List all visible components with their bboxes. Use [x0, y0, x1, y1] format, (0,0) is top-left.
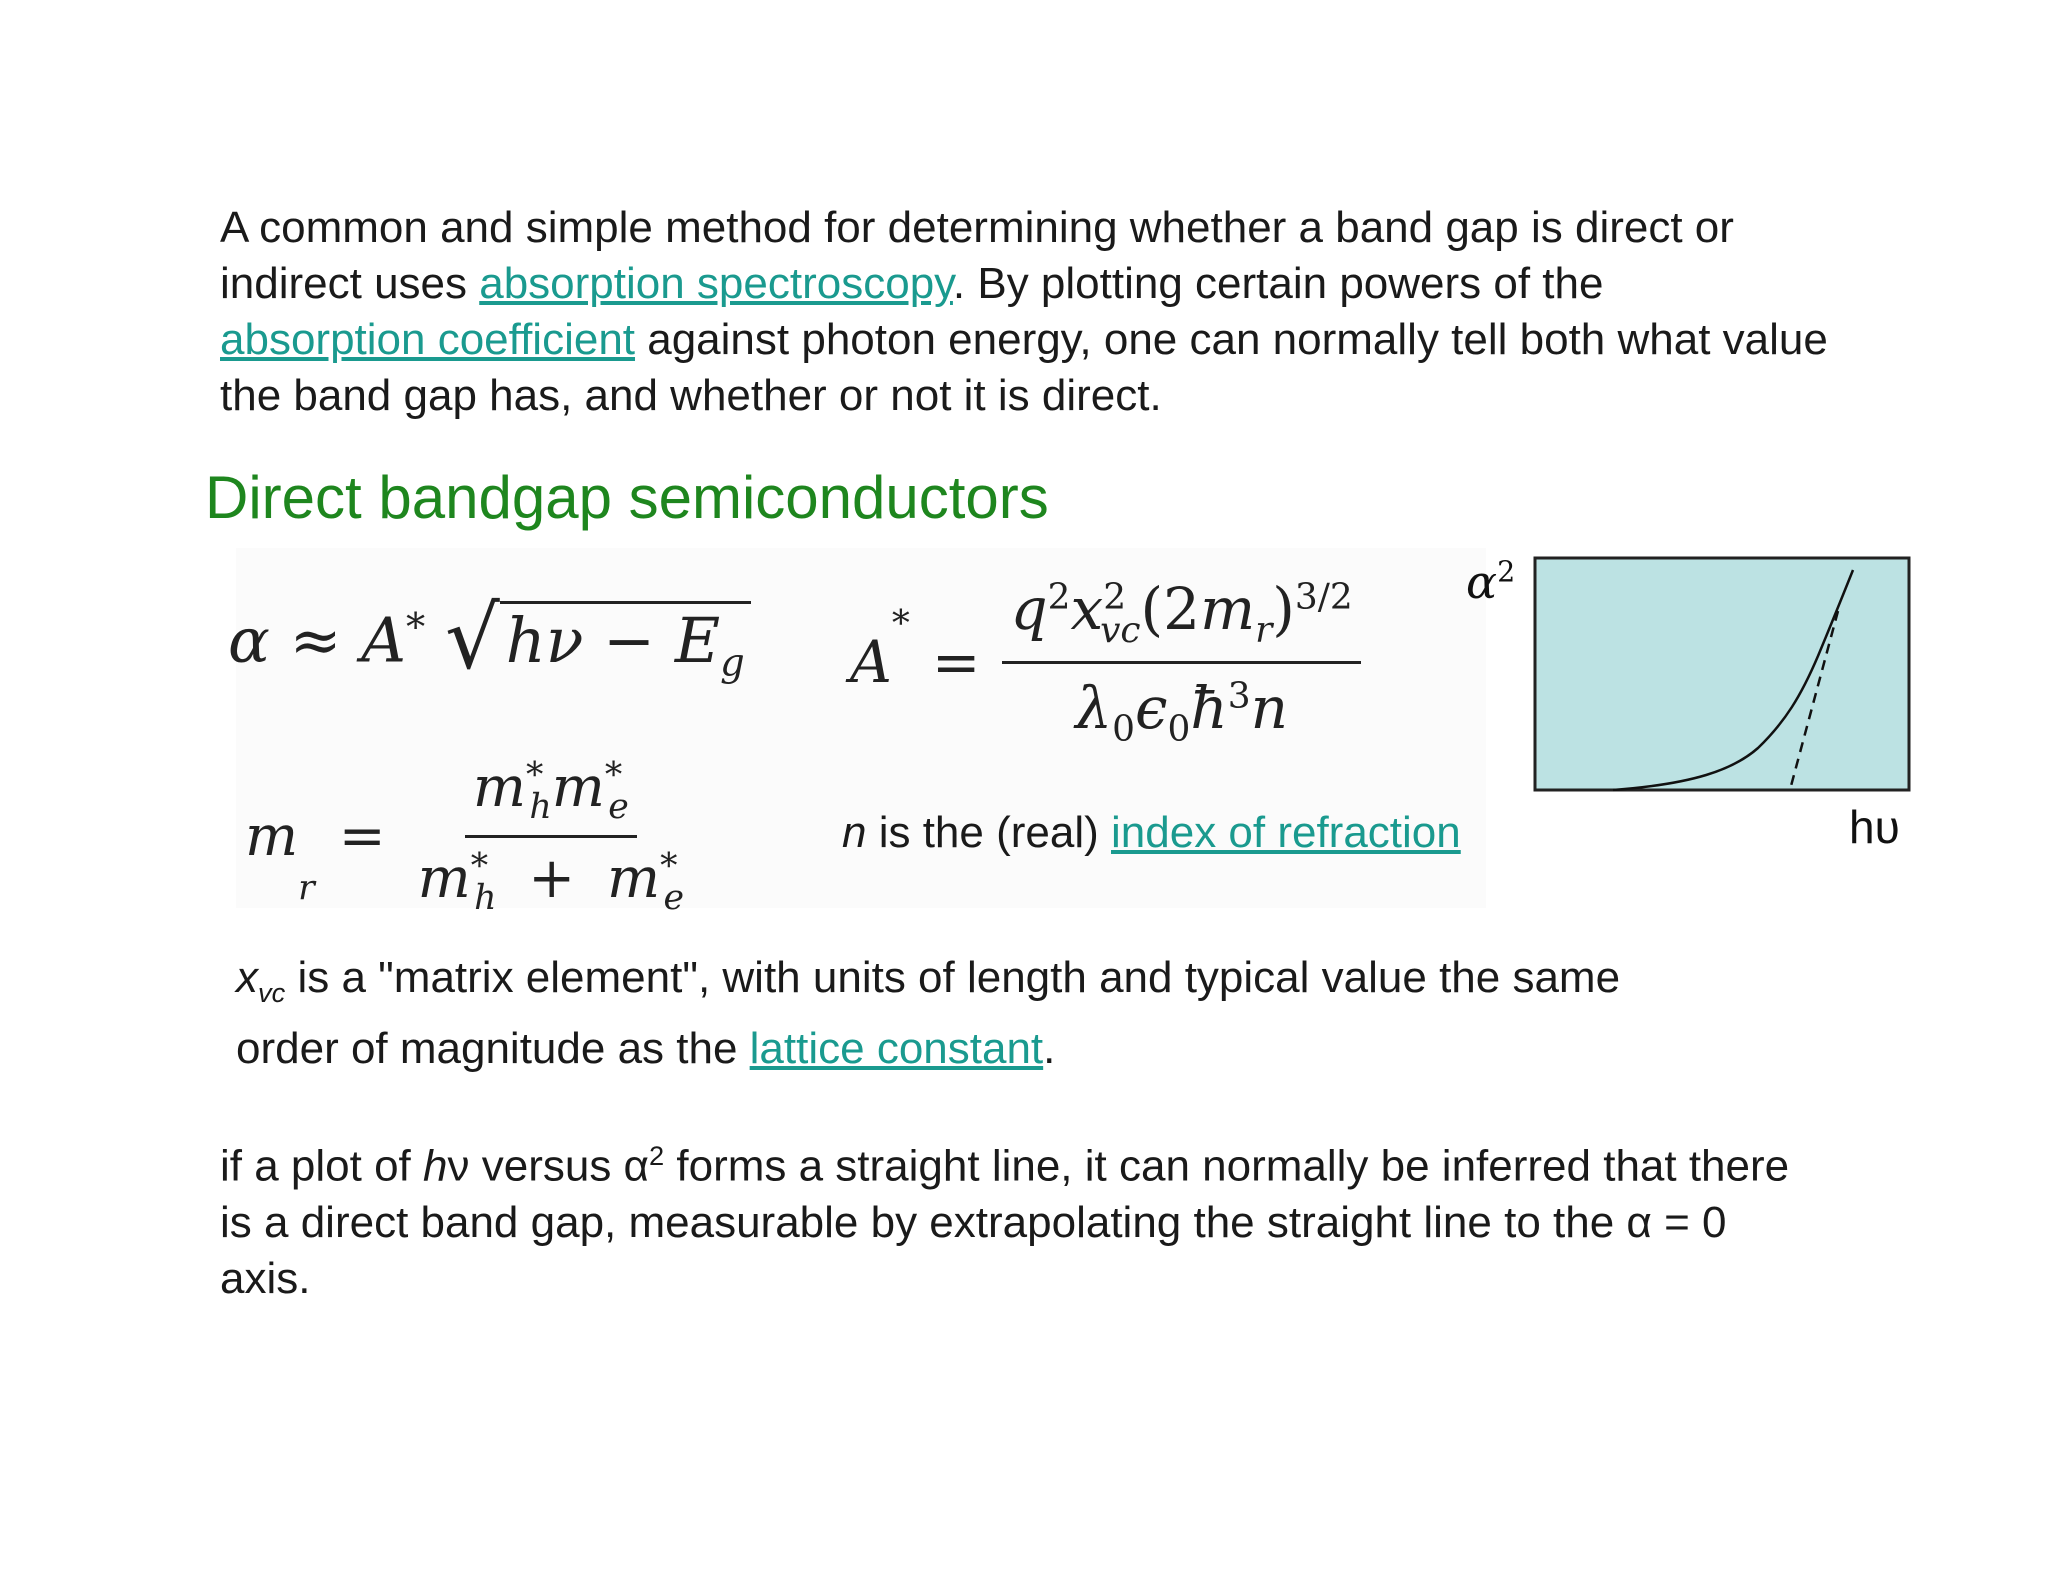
conclusion-paragraph [220, 1128, 1800, 1307]
intro-paragraph [220, 200, 1860, 424]
hbar-exponent: 3 [1227, 675, 1251, 717]
paren-close: ) [1272, 575, 1295, 643]
alpha-symbol: α [228, 603, 270, 677]
mh-star-den: * [470, 846, 489, 887]
paren-open: (2 [1140, 575, 1201, 643]
minus-sign: − [603, 603, 656, 677]
photon-energy-label: hυ [1849, 801, 1900, 853]
mh-subscript-den: h [474, 878, 497, 919]
sqrt-argument [500, 601, 751, 686]
mr-fraction [410, 755, 692, 918]
x-exponent: 2 [1103, 576, 1127, 618]
matrix-text-2: . [1043, 1023, 1056, 1073]
mh-symbol: m [472, 755, 527, 820]
conclusion-text-2: ν versus α [447, 1141, 649, 1191]
r-subscript-lhs: r [298, 868, 315, 909]
absorption-coefficient-link[interactable]: absorption coefficient [220, 315, 636, 364]
a-symbol: A [850, 628, 892, 697]
absorption-graph [1533, 556, 1913, 794]
graph-area [1535, 558, 1909, 790]
h-symbol: h [505, 603, 546, 677]
h-italic: h [423, 1141, 448, 1191]
mh-subscript: h [529, 787, 552, 828]
refraction-note [842, 805, 1461, 861]
m-symbol-lhs: m [245, 804, 299, 870]
astar-equation [850, 575, 1361, 749]
vc-subscript: vc [1100, 609, 1141, 651]
alpha-squared-label [1466, 555, 1515, 609]
me-star-den: * [660, 846, 678, 887]
r-subscript: r [1255, 609, 1273, 651]
matrix-text-1: is a "matrix element", with units of length and typical value the same order of magnitude as the [236, 953, 1621, 1073]
equals-sign: = [931, 628, 981, 697]
q-exponent: 2 [1047, 576, 1071, 618]
me-symbol-den: m [607, 846, 661, 912]
plus-sign: + [528, 846, 576, 912]
x-italic: x [236, 953, 258, 1002]
e-symbol: E [674, 603, 721, 677]
star-sup-2: * [891, 603, 910, 644]
m-symbol: m [1200, 575, 1256, 643]
matrix-element-note [236, 950, 1636, 1077]
me-subscript: e [608, 787, 629, 828]
mr-denominator [410, 838, 692, 918]
epsilon-subscript: 0 [1167, 708, 1191, 750]
sqrt-sign: √ [444, 588, 500, 689]
mr-numerator [465, 755, 637, 838]
astar-fraction [1002, 575, 1360, 749]
n-symbol: n [1250, 673, 1288, 742]
me-subscript-den: e [663, 878, 685, 919]
lambda-subscript: 0 [1112, 708, 1135, 750]
alpha-exponent-graph: 2 [1497, 555, 1516, 589]
q-symbol: q [1010, 575, 1048, 643]
page-title: Direct bandgap semiconductors [205, 464, 1049, 531]
intro-text-1: A common and simple method for determining whether a band gap is direct or indirect uses [220, 203, 1734, 308]
conclusion-text-1: if a plot of [220, 1141, 424, 1191]
me-symbol: m [551, 755, 605, 820]
lattice-constant-link[interactable]: lattice constant [749, 1023, 1044, 1073]
intro-text-2: . By plotting certain powers of the [952, 259, 1604, 308]
refraction-text: is the (real) [866, 808, 1111, 857]
lambda-symbol: λ [1075, 673, 1113, 742]
hbar-symbol: ħ [1190, 673, 1228, 742]
conclusion-text-3: forms a straight line, it can normally be inferred that there is a direct band gap, measurable by extrapolating the straight line to the α = 0 axis. [220, 1141, 1790, 1303]
nu-symbol: ν [545, 603, 584, 677]
g-subscript: g [720, 640, 745, 686]
star-sup: * [406, 605, 426, 650]
absorption-spectroscopy-link[interactable]: absorption spectroscopy [479, 259, 953, 308]
astar-denominator [1067, 664, 1296, 750]
a-coefficient: A [361, 603, 407, 677]
reduced-mass-equation [245, 755, 692, 918]
x-symbol: x [1070, 575, 1104, 643]
alpha-equation [228, 588, 751, 703]
astar-numerator [1002, 575, 1360, 664]
mh-symbol-den: m [417, 846, 471, 912]
equals-sign-mr: = [338, 804, 386, 870]
n-italic: n [842, 808, 867, 857]
intro-text-3: against photon energy, one can normally tell both what value the band gap has, and whether or not it is direct. [220, 315, 1828, 420]
index-of-refraction-link[interactable]: index of refraction [1111, 808, 1461, 857]
alpha-exponent: 2 [648, 1140, 665, 1171]
me-star: * [604, 755, 623, 796]
vc-italic-subscript: vc [258, 976, 286, 1008]
mh-star: * [526, 755, 544, 796]
epsilon-symbol: ϵ [1134, 673, 1168, 742]
alpha-symbol-graph: α [1466, 555, 1498, 609]
three-halves-exponent: 3/2 [1294, 576, 1353, 618]
approx-sign: ≈ [289, 603, 342, 677]
